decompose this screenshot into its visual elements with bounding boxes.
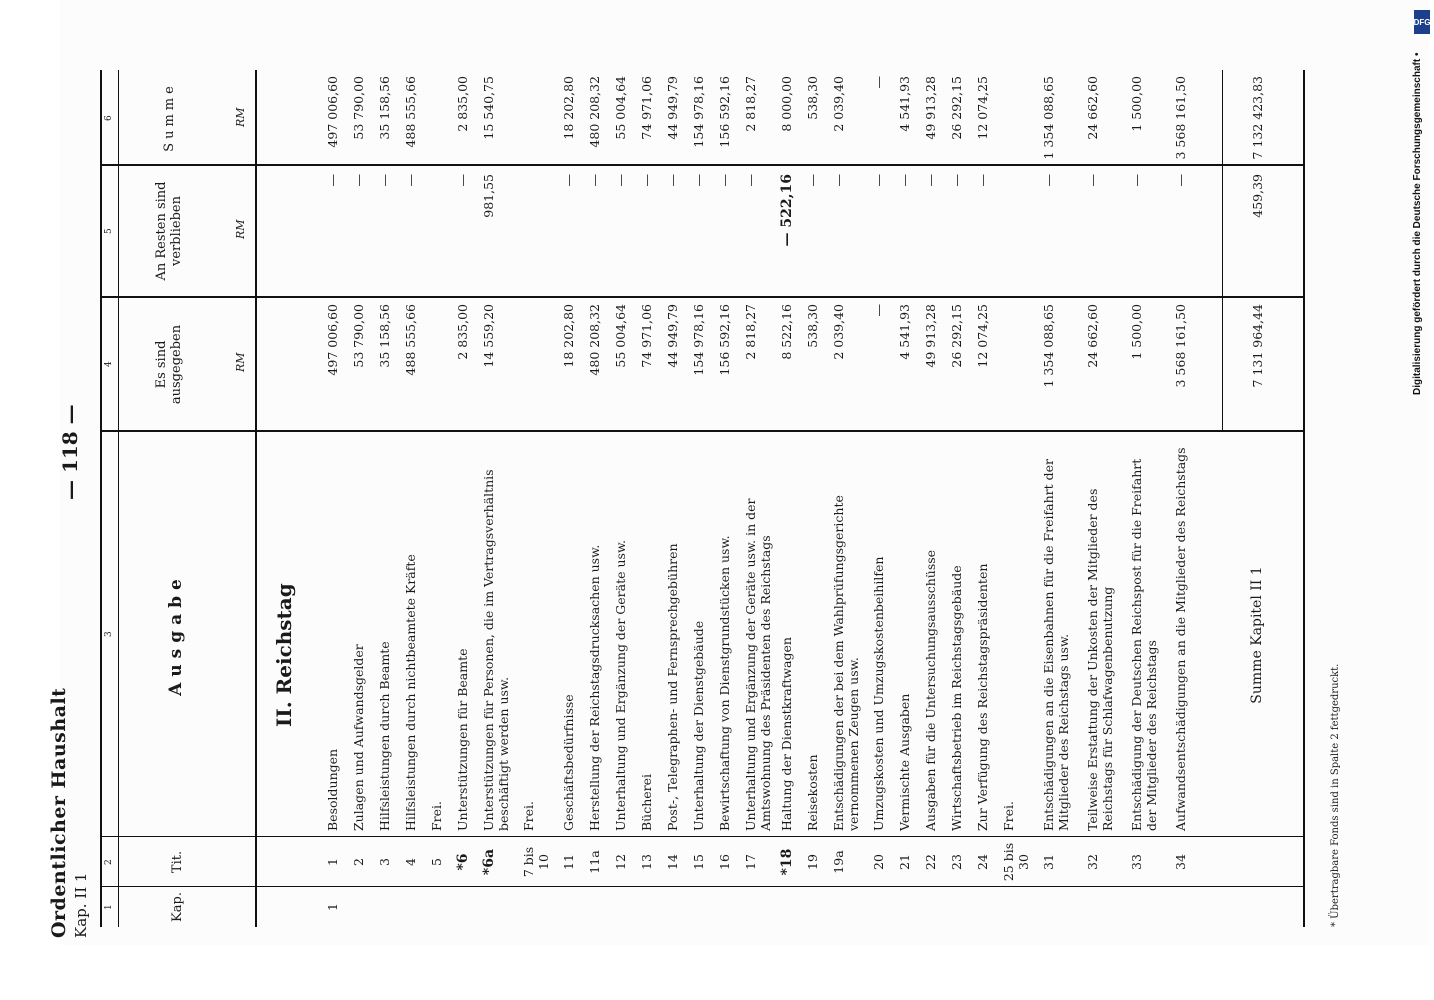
colno-3: 3 (104, 631, 114, 637)
row-tit: 1 (325, 858, 340, 866)
row-tit: *18 (779, 848, 795, 876)
row-ausgegeben: 154 978,16 (691, 304, 706, 376)
row-resten: — (377, 174, 392, 187)
row-summe: 15 540,75 (481, 76, 496, 140)
row-ausgegeben: 26 292,15 (949, 304, 964, 368)
header-es-sind-ausgegeben: Es sind ausgegeben (154, 324, 184, 405)
table-top-rule (100, 70, 102, 927)
row-description: Unterhaltung der Dienstgebäude (691, 620, 706, 831)
row-ausgegeben: 538,30 (805, 304, 820, 348)
row-tit: 5 (429, 858, 444, 866)
row-tit: 3 (377, 858, 392, 866)
row-description: Post-, Telegraphen- und Fernsprechgebühren (665, 543, 680, 831)
row-tit: 4 (403, 858, 418, 866)
row-ausgegeben: 53 790,00 (351, 304, 366, 368)
row-tit: 11a (587, 850, 602, 874)
row-resten: — 522,16 (779, 174, 795, 247)
row-description: Zulagen und Aufwandsgelder (351, 644, 366, 831)
unit-col6: RM (234, 107, 247, 127)
total-col4: 7 131 964,44 (1250, 304, 1265, 388)
row-ausgegeben: 1 354 088,65 (1041, 304, 1056, 388)
row-summe: 4 541,93 (897, 76, 912, 132)
row-resten: — (923, 174, 938, 187)
row-tit: 7 bis 10 (521, 846, 551, 878)
page-header (48, 688, 90, 938)
row-description: Wirtschaftsbetrieb im Reichstagsgebäude (949, 565, 964, 831)
row-resten: — (403, 174, 418, 187)
row-resten: — (325, 174, 340, 187)
row-tit: 19 (805, 854, 820, 870)
row-resten: — (639, 174, 654, 187)
row-tit: 17 (743, 854, 758, 870)
row-ausgegeben: — (871, 304, 886, 317)
row-tit: 23 (949, 854, 964, 870)
row-resten: — (1041, 174, 1056, 187)
row-resten: — (717, 174, 732, 187)
row-summe: 26 292,15 (949, 76, 964, 140)
table-bottom-rule (1303, 70, 1305, 927)
row-resten: — (897, 174, 912, 187)
row-summe: 49 913,28 (923, 76, 938, 140)
total-label: Summe Kapitel II 1 (1249, 566, 1265, 704)
row-description: Zur Verfügung des Reichstagspräsidenten (975, 563, 990, 831)
row-description: Unterhaltung und Ergänzung der Geräte usw. (613, 539, 628, 831)
page-header-title: Ordentlicher Haushalt (48, 687, 70, 938)
header-summe: Summe (162, 82, 177, 152)
page-header-chapter: Kap. II 1 (72, 872, 90, 938)
row-tit: 33 (1129, 854, 1144, 870)
row-description: Haltung der Dienstkraftwagen (779, 637, 794, 831)
row-tit: 15 (691, 854, 706, 870)
row-tit: 22 (923, 854, 938, 870)
row-description: Herstellung der Reichstagsdrucksachen usw. (587, 544, 602, 831)
row-description: Geschäftsbedürfnisse (561, 694, 576, 831)
row-tit: 14 (665, 854, 680, 870)
row-tit: 2 (351, 858, 366, 866)
section-title: II. Reichstag (272, 583, 296, 727)
row-tit: *6 (455, 853, 471, 871)
row-ausgegeben: 488 555,66 (403, 304, 418, 376)
table-header-bottom-rule (255, 70, 257, 927)
row-ausgegeben: 2 835,00 (455, 304, 470, 360)
row-resten: — (587, 174, 602, 187)
row-ausgegeben: 44 949,79 (665, 304, 680, 368)
row-description: Unterstützungen für Beamte (455, 648, 470, 831)
row-resten: — (831, 174, 846, 187)
row-summe: 35 158,56 (377, 76, 392, 140)
row-tit: 21 (897, 854, 912, 870)
row-tit: 16 (717, 854, 732, 870)
row-ausgegeben: 2 039,40 (831, 304, 846, 360)
row-summe: 12 074,25 (975, 76, 990, 140)
row-summe: 497 006,60 (325, 76, 340, 148)
row-description: Entschädigungen der bei dem Wahlprüfungsgerichte vernommenen Zeugen usw. (831, 495, 861, 831)
row-summe: 2 818,27 (743, 76, 758, 132)
row-summe: 2 039,40 (831, 76, 846, 132)
row-tit: 34 (1173, 854, 1188, 870)
page-number: — 118 — (58, 404, 82, 500)
row-description: Frei. (429, 800, 444, 831)
row-description: Hilfsleistungen durch Beamte (377, 641, 392, 831)
unit-col5: RM (234, 219, 247, 239)
header-tit: Tit. (170, 850, 185, 874)
footnote: * Übertragbare Fonds sind in Spalte 2 fettgedruckt. (1330, 663, 1341, 927)
row-ausgegeben: 14 559,20 (481, 304, 496, 368)
row-summe: — (871, 76, 886, 89)
colno-1: 1 (104, 904, 114, 910)
row-description: Reisekosten (805, 754, 820, 831)
row-summe: 53 790,00 (351, 76, 366, 140)
row-summe: 8 000,00 (779, 76, 794, 132)
row-resten: — (871, 174, 886, 187)
row-description: Unterstützungen für Personen, die im Vertragsverhältnis beschäftigt werden usw. (481, 469, 511, 831)
row-ausgegeben: 480 208,32 (587, 304, 602, 376)
colno-2: 2 (104, 859, 114, 865)
row-tit: 24 (975, 854, 990, 870)
colno-4: 4 (104, 361, 114, 367)
row-summe: 2 835,00 (455, 76, 470, 132)
row-ausgegeben: 12 074,25 (975, 304, 990, 368)
row-summe: 24 662,60 (1085, 76, 1100, 140)
row-resten: — (1085, 174, 1100, 187)
row-ausgegeben: 35 158,56 (377, 304, 392, 368)
row-summe: 156 592,16 (717, 76, 732, 148)
row-ausgegeben: 24 662,60 (1085, 304, 1100, 368)
colno-5: 5 (104, 228, 114, 234)
row-resten: — (1173, 174, 1188, 187)
colno-6: 6 (104, 115, 114, 121)
row-kap: 1 (325, 903, 340, 911)
row-ausgegeben: 74 971,06 (639, 304, 654, 368)
budget-table (100, 70, 1305, 927)
row-resten: — (975, 174, 990, 187)
row-description: Ausgaben für die Untersuchungsausschüsse (923, 549, 938, 831)
row-summe: 55 004,64 (613, 76, 628, 140)
dfg-logo: DFG (1414, 10, 1430, 34)
row-ausgegeben: 497 006,60 (325, 304, 340, 376)
row-resten: — (613, 174, 628, 187)
row-resten: — (351, 174, 366, 187)
header-ausgabe: Ausgabe (166, 573, 186, 696)
side-credit-text: Digitalisierung gefördert durch die Deutsche Forschungsgemeinschaft • (1412, 52, 1423, 395)
header-an-resten: An Resten sind verblieben (154, 181, 184, 281)
row-resten: — (805, 174, 820, 187)
row-description: Frei. (1001, 800, 1016, 831)
row-ausgegeben: 1 500,00 (1129, 304, 1144, 360)
row-ausgegeben: 4 541,93 (897, 304, 912, 360)
row-ausgegeben: 55 004,64 (613, 304, 628, 368)
table-total-rule (1222, 70, 1223, 432)
table-header-number-rule (118, 70, 119, 927)
row-summe: 488 555,66 (403, 76, 418, 148)
header-kap: Kap. (170, 892, 185, 922)
row-tit: 32 (1085, 854, 1100, 870)
total-col5: 459,39 (1250, 174, 1265, 218)
row-ausgegeben: 18 202,80 (561, 304, 576, 368)
row-description: Bewirtschaftung von Dienstgrundstücken usw. (717, 535, 732, 831)
row-description: Aufwandsentschädigungen an die Mitglieder des Reichstags (1173, 447, 1188, 831)
row-ausgegeben: 49 913,28 (923, 304, 938, 368)
row-summe: 74 971,06 (639, 76, 654, 140)
row-ausgegeben: 3 568 161,50 (1173, 304, 1188, 388)
row-resten: — (743, 174, 758, 187)
row-resten: — (949, 174, 964, 187)
row-description: Frei. (521, 800, 536, 831)
row-description: Unterhaltung und Ergänzung der Geräte usw. in der Amtswohnung des Präsidenten des Reichstags (743, 498, 773, 831)
row-ausgegeben: 2 818,27 (743, 304, 758, 360)
row-tit: 20 (871, 854, 886, 870)
row-tit: 31 (1041, 854, 1056, 870)
row-resten: — (455, 174, 470, 187)
row-tit: 25 bis 30 (1001, 842, 1031, 882)
side-credit (1412, 0, 1432, 1000)
row-summe: 44 949,79 (665, 76, 680, 140)
row-resten: — (691, 174, 706, 187)
row-summe: 480 208,32 (587, 76, 602, 148)
row-tit: 12 (613, 854, 628, 870)
row-description: Hilfsleistungen durch nichtbeamtete Kräfte (403, 554, 418, 831)
row-summe: 154 978,16 (691, 76, 706, 148)
row-summe: 1 354 088,65 (1041, 76, 1056, 160)
row-description: Entschädigung der Deutschen Reichspost für die Freifahrt der Mitglieder des Reichstags (1129, 458, 1159, 831)
row-resten: — (665, 174, 680, 187)
row-resten: — (1129, 174, 1144, 187)
row-ausgegeben: 8 522,16 (779, 304, 794, 360)
unit-col4: RM (234, 352, 247, 372)
row-tit: *6a (481, 848, 497, 876)
row-summe: 18 202,80 (561, 76, 576, 140)
row-tit: 19a (831, 850, 846, 874)
row-tit: 13 (639, 854, 654, 870)
row-description: Besoldungen (325, 748, 340, 831)
row-description: Bücherei (639, 773, 654, 831)
row-summe: 1 500,00 (1129, 76, 1144, 132)
row-resten: 981,55 (481, 174, 496, 218)
row-description: Teilweise Erstattung der Unkosten der Mitglieder des Reichstags für Schlafwagenbenutzung (1085, 488, 1115, 831)
row-ausgegeben: 156 592,16 (717, 304, 732, 376)
row-description: Entschädigungen an die Eisenbahnen für die Freifahrt der Mitglieder des Reichstags usw. (1041, 459, 1071, 831)
row-resten: — (561, 174, 576, 187)
row-summe: 538,30 (805, 76, 820, 120)
row-tit: 11 (561, 854, 576, 870)
row-description: Vermischte Ausgaben (897, 693, 912, 831)
row-description: Umzugskosten und Umzugskostenbeihilfen (871, 556, 886, 831)
row-summe: 3 568 161,50 (1173, 76, 1188, 160)
total-col6: 7 132 423,83 (1250, 76, 1265, 160)
